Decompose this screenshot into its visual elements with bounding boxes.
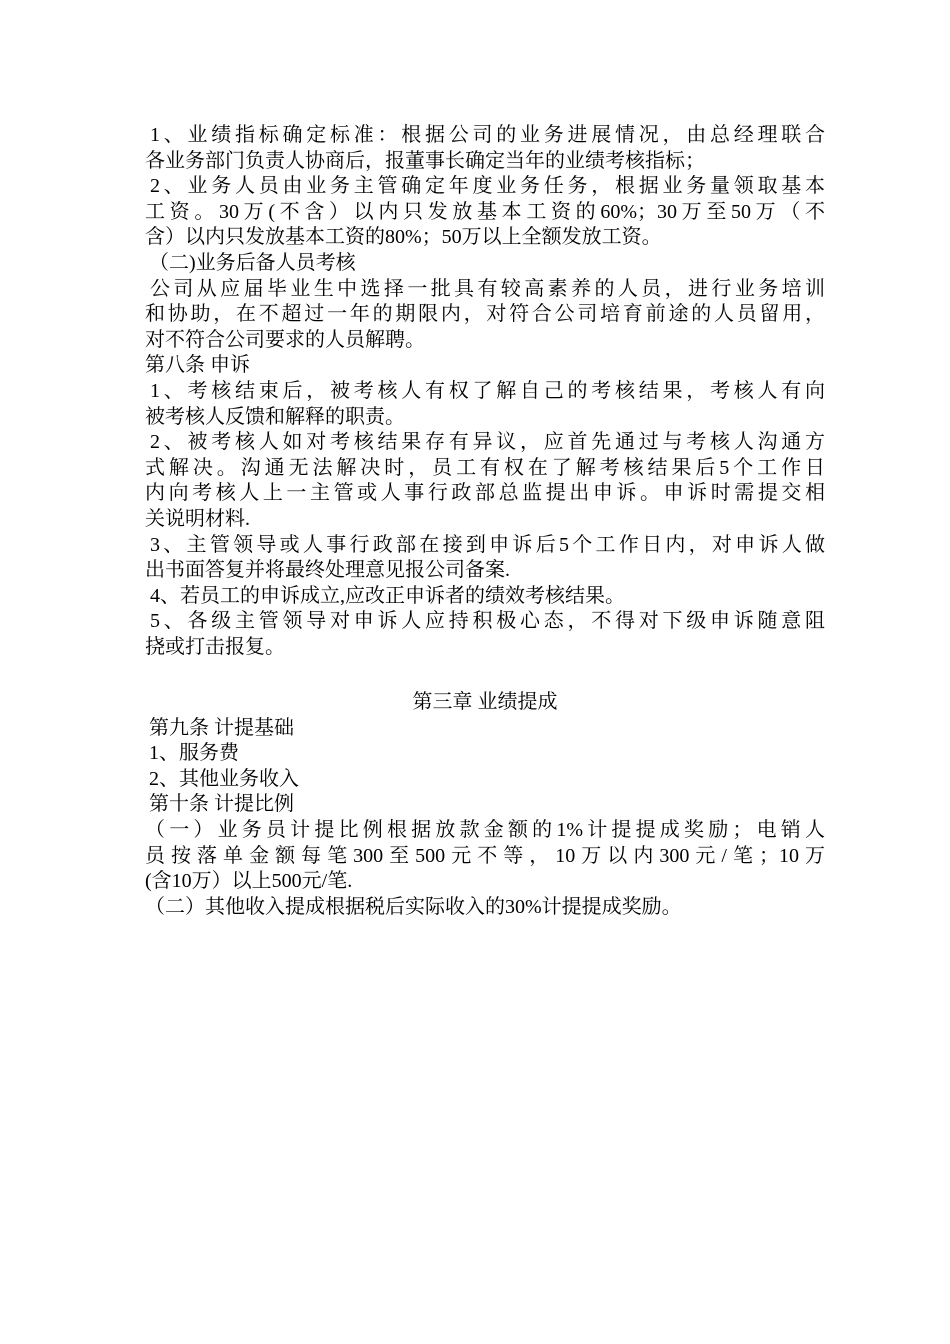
text-line: 各业务部门负责人协商后，报董事长确定当年的业绩考核指标；: [145, 149, 705, 172]
article-heading-ratio: 第十条 计提比例: [149, 793, 294, 816]
paragraph-appeal-5: [145, 609, 825, 660]
text-line: (含10万）以上500元/笔.: [145, 870, 353, 893]
text-line: 关说明材料.: [145, 507, 250, 530]
list-item-other-income: 2、其他业务收入: [149, 767, 299, 790]
text-line: （一）业务员计提比例根据放款金额的1%计提提成奖励；电销人: [145, 819, 825, 842]
blank-line: [145, 660, 825, 686]
paragraph-other-income-ratio: （二）其他收入提成根据税后实际收入的30%计提提成奖励。: [145, 895, 682, 918]
text-line: 公司从应届毕业生中选择一批具有较高素养的人员，进行业务培训: [150, 277, 825, 300]
text-line: 3、主管领导或人事行政部在接到申诉后5个工作日内，对申诉人做: [150, 533, 825, 556]
text-line: 员按落单金额每笔300至500元不等，10万以内300元/笔；10万: [145, 844, 825, 867]
paragraph-commission-ratio: [145, 818, 825, 895]
paragraph-appeal-1: [145, 379, 825, 430]
text-line: 工资。30万(不含）以内只发放基本工资的60%；30万至50万（不: [145, 200, 825, 223]
text-line: 出书面答复并将最终处理意见报公司备案.: [145, 559, 510, 582]
text-line: 被考核人反馈和解释的职责。: [145, 405, 405, 428]
paragraph-graduate-hiring: [145, 277, 825, 354]
paragraph-sales-salary: [145, 174, 825, 251]
text-line: 5、各级主管领导对申诉人应持积极心态，不得对下级申诉随意阻: [150, 610, 825, 633]
section-heading-reserve-staff: （二)业务后备人员考核: [149, 251, 356, 274]
text-line: 2、业务人员由业务主管确定年度业务任务，根据业务量领取基本: [150, 175, 825, 198]
list-item-service-fee: 1、服务费: [149, 742, 239, 765]
text-line: 1、考核结束后，被考核人有权了解自己的考核结果，考核人有向: [150, 379, 825, 402]
text-line: 和协助，在不超过一年的期限内，对符合公司培育前途的人员留用，: [145, 303, 825, 326]
paragraph-appeal-2: [145, 430, 825, 532]
text-line: 2、被考核人如对考核结果存有异议，应首先通过与考核人沟通方: [150, 431, 825, 454]
document-body: [145, 123, 825, 920]
paragraph-performance-standard: [145, 123, 825, 174]
article-heading-basis: 第九条 计提基础: [149, 716, 294, 739]
text-line: 内向考核人上一主管或人事行政部总监提出申诉。申诉时需提交相: [145, 482, 825, 505]
text-line: 挠或打击报复。: [145, 635, 285, 658]
chapter-title: 第三章 业绩提成: [412, 691, 558, 714]
article-heading-appeal: 第八条 申诉: [145, 354, 250, 377]
paragraph-appeal-4: 4、若员工的申诉成立,应改正申诉者的绩效考核结果。: [150, 584, 625, 607]
text-line: 1、业绩指标确定标准：根据公司的业务进展情况，由总经理联合: [150, 124, 825, 146]
paragraph-appeal-3: [145, 533, 825, 584]
text-line: 含）以内只发放基本工资的80%；50万以上全额发放工资。: [145, 226, 662, 249]
text-line: 式解决。沟通无法解决时，员工有权在了解考核结果后5个工作日: [145, 456, 825, 479]
text-line: 对不符合公司要求的人员解聘。: [145, 328, 425, 351]
